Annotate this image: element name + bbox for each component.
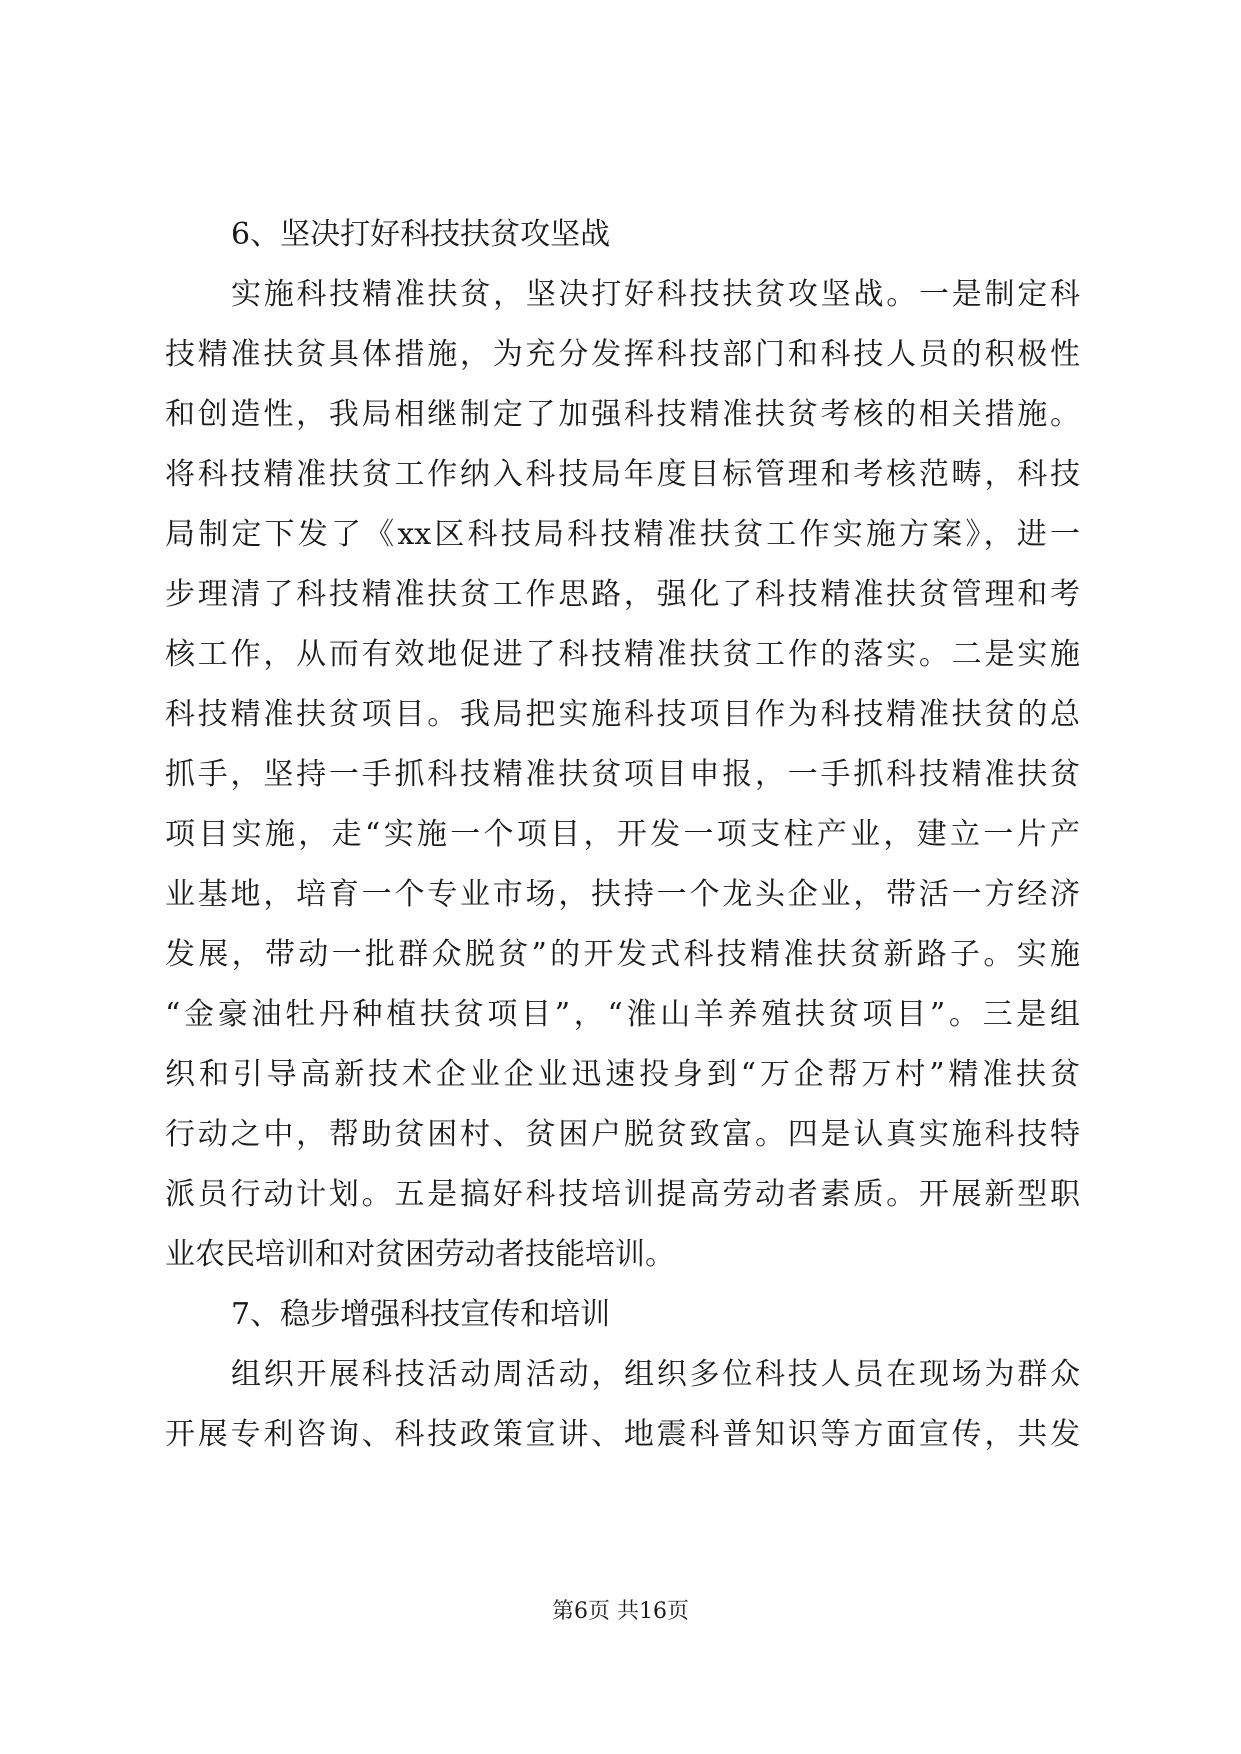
paragraph-line: 技精准扶贫具体措施，为充分发挥科技部门和科技人员的积极性 — [165, 337, 1080, 372]
document-body — [165, 205, 1080, 1465]
paragraph-line: 实施科技精准扶贫，坚决打好科技扶贫攻坚战。一是制定科 — [231, 277, 1080, 312]
paragraph-line: 织和引导高新技术企业企业迅速投身到“万企帮万村”精准扶贫 — [165, 1057, 1080, 1092]
paragraph — [165, 265, 1080, 1285]
paragraph-line: 步理清了科技精准扶贫工作思路，强化了科技精准扶贫管理和考 — [165, 577, 1080, 612]
paragraph-line: 业农民培训和对贫困劳动者技能培训。 — [165, 1237, 675, 1272]
paragraph-line: 项目实施，走“实施一个项目，开发一项支柱产业，建立一片产 — [165, 817, 1080, 852]
paragraph-line: 和创造性，我局相继制定了加强科技精准扶贫考核的相关措施。 — [165, 397, 1080, 432]
paragraph-line: 局制定下发了《xx区科技局科技精准扶贫工作实施方案》，进一 — [165, 517, 1080, 552]
section-heading: 6、坚决打好科技扶贫攻坚战 — [231, 217, 611, 252]
paragraph-line: 组织开展科技活动周活动，组织多位科技人员在现场为群众 — [231, 1357, 1080, 1392]
paragraph-line: 派员行动计划。五是搞好科技培训提高劳动者素质。开展新型职 — [165, 1177, 1080, 1212]
paragraph-line: 将科技精准扶贫工作纳入科技局年度目标管理和考核范畴，科技 — [165, 457, 1080, 492]
paragraph — [165, 1345, 1080, 1465]
paragraph-line: 科技精准扶贫项目。我局把实施科技项目作为科技精准扶贫的总 — [165, 697, 1080, 732]
paragraph-line: 核工作，从而有效地促进了科技精准扶贫工作的落实。二是实施 — [165, 637, 1080, 672]
paragraph-line: 行动之中，帮助贫困村、贫困户脱贫致富。四是认真实施科技特 — [165, 1117, 1080, 1152]
paragraph-line: 抓手，坚持一手抓科技精准扶贫项目申报，一手抓科技精准扶贫 — [165, 757, 1080, 792]
page-footer: 第6页 共16页 — [552, 1599, 689, 1624]
paragraph-line: 发展，带动一批群众脱贫”的开发式科技精准扶贫新路子。实施 — [165, 937, 1080, 972]
section-heading: 7、稳步增强科技宣传和培训 — [231, 1297, 611, 1332]
paragraph-line: 业基地，培育一个专业市场，扶持一个龙头企业，带活一方经济 — [165, 877, 1080, 912]
paragraph-line: 开展专利咨询、科技政策宣讲、地震科普知识等方面宣传，共发 — [165, 1417, 1080, 1452]
paragraph-line: “金豪油牡丹种植扶贫项目”，“淮山羊养殖扶贫项目”。三是组 — [165, 997, 1080, 1032]
